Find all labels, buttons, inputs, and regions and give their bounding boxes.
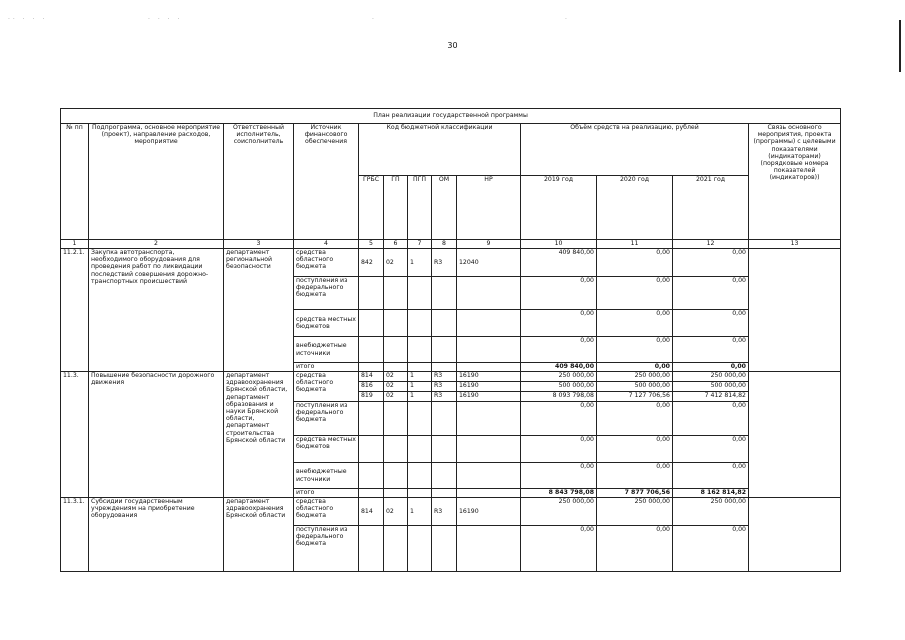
cell-pgp	[408, 526, 432, 572]
cell-2021: 0,00	[673, 436, 749, 463]
cell-om	[432, 436, 457, 463]
cell-2021: 500 000,00	[673, 382, 749, 392]
cell-2021: 250 000,00	[673, 498, 749, 526]
cell-2020: 0,00	[597, 436, 673, 463]
cell-om: R3	[432, 392, 457, 402]
source-federal: поступления из федерального бюджета	[294, 402, 359, 436]
cell-pgp: 1	[408, 372, 432, 382]
cell-om	[432, 363, 457, 372]
cell-2020: 0,00	[597, 310, 673, 337]
cell-nr	[457, 337, 521, 363]
cell-nr: 16190	[457, 498, 521, 526]
row-measure-name: Закупка автотранспорта, необходимого оборудования для проведения работ по ликвидации последствий совершения дорожно-транспортных происшествий	[89, 249, 224, 372]
cell-nr	[457, 277, 521, 310]
cell-om	[432, 526, 457, 572]
cell-om: R3	[432, 498, 457, 526]
cell-pgp: 1	[408, 498, 432, 526]
cell-2020: 0,00	[597, 277, 673, 310]
cell-2021: 0,00	[673, 337, 749, 363]
cell-pgp	[408, 310, 432, 337]
header-executor: Ответственный исполнитель, соисполнитель	[224, 124, 294, 240]
header-year-2021: 2021 год	[673, 176, 749, 240]
cell-2020: 0,00	[597, 249, 673, 277]
cell-nr	[457, 363, 521, 372]
cell-pgp	[408, 277, 432, 310]
cell-om	[432, 277, 457, 310]
cell-pgp	[408, 337, 432, 363]
header-source: Источник финансового обеспечения	[294, 124, 359, 240]
row-number: 11.2.1.	[61, 249, 89, 372]
cell-om	[432, 489, 457, 498]
source-extrabudgetary: внебюджетные источники	[294, 463, 359, 489]
cell-2019: 0,00	[521, 436, 597, 463]
header-pgp: ПГП	[408, 176, 432, 240]
column-number: 3	[224, 240, 294, 249]
cell-total-2019: 8 843 798,08	[521, 489, 597, 498]
table-row	[61, 498, 841, 526]
cell-om: R3	[432, 249, 457, 277]
column-number: 12	[673, 240, 749, 249]
cell-grbs	[359, 526, 384, 572]
cell-2020: 7 127 706,56	[597, 392, 673, 402]
cell-gp	[384, 277, 408, 310]
cell-total-2021: 8 162 814,82	[673, 489, 749, 498]
cell-2020: 500 000,00	[597, 382, 673, 392]
table-row	[61, 249, 841, 277]
cell-2021: 0,00	[673, 463, 749, 489]
scan-specks: ·· · · ·	[8, 16, 48, 23]
cell-2019: 0,00	[521, 402, 597, 436]
cell-2021: 0,00	[673, 277, 749, 310]
cell-om: R3	[432, 382, 457, 392]
header-om: ОМ	[432, 176, 457, 240]
cell-2019: 8 093 798,08	[521, 392, 597, 402]
cell-grbs: 814	[359, 372, 384, 382]
program-plan-table	[60, 108, 841, 572]
cell-gp: 02	[384, 249, 408, 277]
row-number: 11.3.	[61, 372, 89, 498]
column-number: 1	[61, 240, 89, 249]
cell-pgp	[408, 436, 432, 463]
cell-gp	[384, 526, 408, 572]
source-total: итого	[294, 363, 359, 372]
cell-gp	[384, 463, 408, 489]
header-year-2019: 2019 год	[521, 176, 597, 240]
cell-2019: 250 000,00	[521, 372, 597, 382]
scan-specks: ·	[372, 16, 377, 23]
cell-om	[432, 337, 457, 363]
cell-total-2019: 409 840,00	[521, 363, 597, 372]
cell-2021: 0,00	[673, 249, 749, 277]
cell-grbs: 842	[359, 249, 384, 277]
scan-specks: · · · ·	[148, 16, 183, 23]
page-number: 30	[447, 41, 458, 50]
cell-gp	[384, 337, 408, 363]
cell-2019: 409 840,00	[521, 249, 597, 277]
cell-grbs	[359, 363, 384, 372]
column-number: 10	[521, 240, 597, 249]
column-number: 11	[597, 240, 673, 249]
cell-indicators	[749, 498, 841, 572]
cell-total-2020: 7 877 706,56	[597, 489, 673, 498]
cell-nr: 16190	[457, 392, 521, 402]
row-executor: департамент региональной безопасности	[224, 249, 294, 372]
column-number: 13	[749, 240, 841, 249]
column-number: 9	[457, 240, 521, 249]
cell-nr	[457, 402, 521, 436]
cell-grbs	[359, 310, 384, 337]
cell-pgp	[408, 363, 432, 372]
cell-om	[432, 402, 457, 436]
cell-gp: 02	[384, 498, 408, 526]
source-regional: средства областного бюджета	[294, 249, 359, 277]
cell-nr: 16190	[457, 372, 521, 382]
cell-pgp: 1	[408, 382, 432, 392]
header-indicators-link: Связь основного мероприятия, проекта (программы) с целевыми показателями (индикаторами) (порядковые номера показателей (индикаторов))	[749, 124, 841, 240]
column-number: 2	[89, 240, 224, 249]
column-number: 8	[432, 240, 457, 249]
cell-2021: 0,00	[673, 526, 749, 572]
cell-pgp	[408, 489, 432, 498]
header-subprogram: Подпрограмма, основное мероприятие (проект), направление расходов, мероприятие	[89, 124, 224, 240]
cell-nr	[457, 463, 521, 489]
cell-2021: 7 412 814,82	[673, 392, 749, 402]
cell-2020: 0,00	[597, 526, 673, 572]
cell-om: R3	[432, 372, 457, 382]
cell-2020: 0,00	[597, 337, 673, 363]
row-measure-name: Повышение безопасности дорожного движения	[89, 372, 224, 498]
cell-pgp: 1	[408, 392, 432, 402]
header-amount: Объём средств на реализацию, рублей	[521, 124, 749, 176]
cell-2019: 0,00	[521, 463, 597, 489]
cell-grbs	[359, 436, 384, 463]
cell-indicators	[749, 249, 841, 372]
cell-2019: 500 000,00	[521, 382, 597, 392]
cell-grbs	[359, 463, 384, 489]
cell-2020: 0,00	[597, 463, 673, 489]
cell-total-2021: 0,00	[673, 363, 749, 372]
source-local: средства местных бюджетов	[294, 310, 359, 337]
cell-gp: 02	[384, 392, 408, 402]
cell-2020: 250 000,00	[597, 372, 673, 382]
row-measure-name: Субсидии государственным учреждениям на приобретение оборудования	[89, 498, 224, 572]
cell-gp	[384, 363, 408, 372]
source-local: средства местных бюджетов	[294, 436, 359, 463]
header-budget-classification: Код бюджетной классификации	[359, 124, 521, 176]
cell-2021: 0,00	[673, 310, 749, 337]
column-number: 4	[294, 240, 359, 249]
scan-specks: ·	[565, 16, 570, 23]
cell-grbs	[359, 337, 384, 363]
table-row	[61, 372, 841, 382]
cell-total-2020: 0,00	[597, 363, 673, 372]
header-year-2020: 2020 год	[597, 176, 673, 240]
row-executor: департамент здравоохранения Брянской области	[224, 498, 294, 572]
cell-2020: 0,00	[597, 402, 673, 436]
cell-2019: 250 000,00	[521, 498, 597, 526]
cell-nr	[457, 526, 521, 572]
cell-nr: 12040	[457, 249, 521, 277]
header-nr: НР	[457, 176, 521, 240]
cell-gp	[384, 402, 408, 436]
cell-2019: 0,00	[521, 526, 597, 572]
row-executor: департамент здравоохранения Брянской области, департамент образования и науки Брянской области, департамент строительства Брянской области	[224, 372, 294, 498]
cell-2020: 250 000,00	[597, 498, 673, 526]
cell-gp	[384, 489, 408, 498]
cell-grbs	[359, 489, 384, 498]
cell-2019: 0,00	[521, 277, 597, 310]
cell-gp	[384, 436, 408, 463]
cell-pgp	[408, 402, 432, 436]
cell-grbs: 816	[359, 382, 384, 392]
source-federal: поступления из федерального бюджета	[294, 277, 359, 310]
column-number: 7	[408, 240, 432, 249]
cell-gp	[384, 310, 408, 337]
source-total: итого	[294, 489, 359, 498]
source-extrabudgetary: внебюджетные источники	[294, 337, 359, 363]
cell-pgp	[408, 463, 432, 489]
cell-om	[432, 463, 457, 489]
header-gp: ГП	[384, 176, 408, 240]
cell-2021: 0,00	[673, 402, 749, 436]
header-grbs: ГРБС	[359, 176, 384, 240]
cell-gp: 02	[384, 382, 408, 392]
row-number: 11.3.1.	[61, 498, 89, 572]
cell-grbs	[359, 277, 384, 310]
cell-om	[432, 310, 457, 337]
cell-indicators	[749, 372, 841, 498]
cell-grbs: 814	[359, 498, 384, 526]
cell-2019: 0,00	[521, 310, 597, 337]
column-number: 5	[359, 240, 384, 249]
cell-pgp: 1	[408, 249, 432, 277]
source-regional: средства областного бюджета	[294, 372, 359, 402]
cell-2021: 250 000,00	[673, 372, 749, 382]
cell-nr	[457, 489, 521, 498]
header-num: № пп	[61, 124, 89, 240]
cell-gp: 02	[384, 372, 408, 382]
cell-nr	[457, 436, 521, 463]
source-regional: средства областного бюджета	[294, 498, 359, 526]
cell-nr: 16190	[457, 382, 521, 392]
cell-nr	[457, 310, 521, 337]
table-title: План реализации государственной программы	[61, 109, 841, 124]
cell-2019: 0,00	[521, 337, 597, 363]
cell-grbs	[359, 402, 384, 436]
column-number: 6	[384, 240, 408, 249]
cell-grbs: 819	[359, 392, 384, 402]
source-federal: поступления из федерального бюджета	[294, 526, 359, 572]
